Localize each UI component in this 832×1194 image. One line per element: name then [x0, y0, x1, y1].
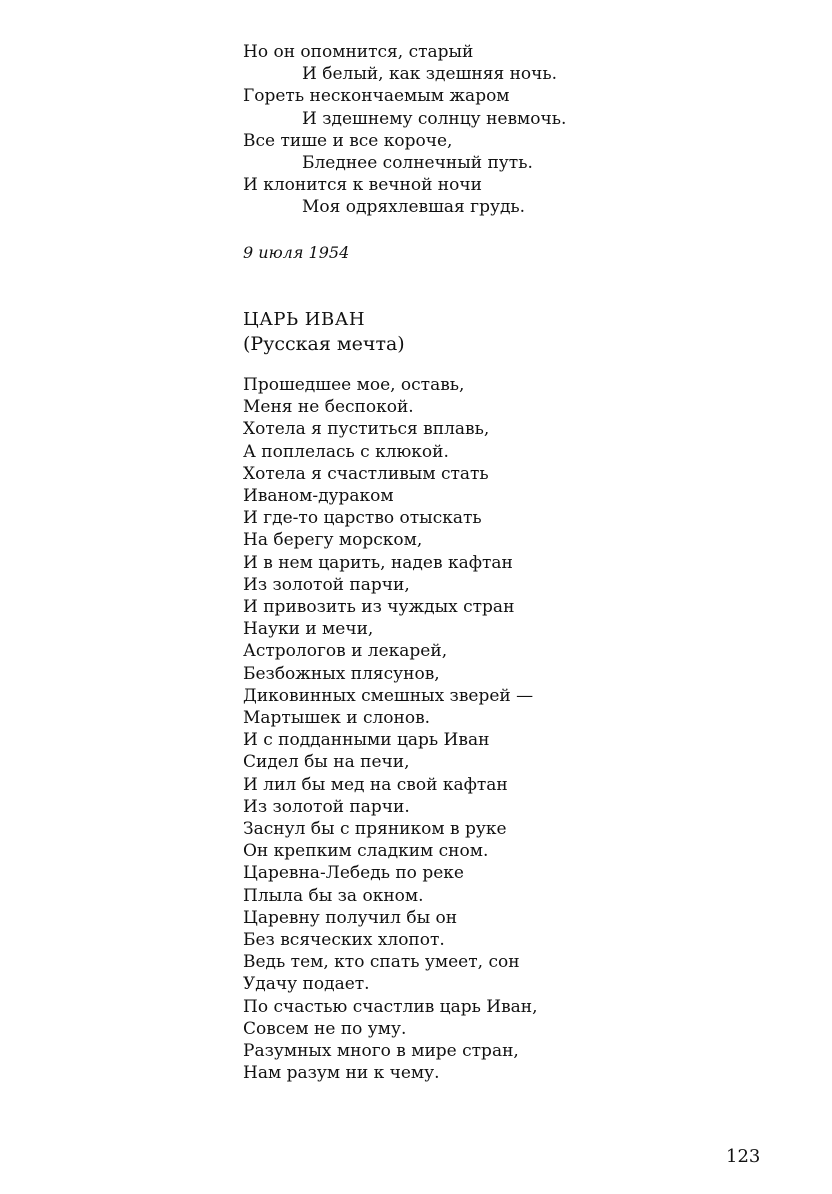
poem-line: И с подданными царь Иван — [243, 730, 490, 751]
poem-line: Бледнее солнечный путь. — [302, 153, 533, 174]
poem-line: Царевну получил бы он — [243, 907, 458, 928]
poem-line: Моя одряхлевшая грудь. — [302, 197, 526, 218]
poem-fragment — [243, 41, 763, 219]
poem-line: Сидел бы на печи, — [243, 752, 410, 773]
poem-line: Астрологов и лекарей, — [243, 641, 448, 662]
poem-line: По счастью счастлив царь Иван, — [243, 996, 538, 1017]
poem-line: И привозить из чуждых стран — [243, 597, 515, 618]
poem-line: Прошедшее мое, оставь, — [243, 375, 465, 395]
poem-line: Он крепким сладким сном. — [243, 841, 489, 862]
poem-line: Без всяческих хлопот. — [243, 930, 445, 951]
poem-line: И в нем царить, надев кафтан — [243, 552, 513, 573]
poem-line: Плыла бы за окном. — [243, 885, 424, 906]
poem-heading — [243, 308, 405, 356]
poem-line: Безбожных плясунов, — [243, 663, 440, 684]
poem-line: Меня не беспокой. — [243, 397, 414, 418]
poem-line: И белый, как здешняя ночь. — [302, 64, 558, 85]
poem-line: Ведь тем, кто спать умеет, сон — [243, 952, 520, 973]
poem-line: Гореть нескончаемым жаром — [243, 86, 510, 107]
page-number: 123 — [726, 1146, 761, 1167]
poem-line: И где-то царство отыскать — [243, 508, 482, 529]
poem-subtitle: (Русская мечта) — [243, 333, 405, 355]
poem-line: Из золотой парчи, — [243, 574, 410, 595]
poem-line: Царевна-Лебедь по реке — [243, 863, 464, 884]
poem-title: ЦАРЬ ИВАН — [243, 309, 366, 330]
poem-line: Иваном-дураком — [243, 486, 394, 507]
poem-line: А поплелась с клюкой. — [243, 441, 449, 462]
poem-line: Разумных много в мире стран, — [243, 1041, 519, 1062]
poem-line: На берегу морском, — [243, 530, 423, 551]
poem-line: Диковинных смешных зверей — — [243, 685, 534, 706]
poem-line: Заснул бы с пряником в руке — [243, 819, 507, 840]
poem-line: Все тише и все короче, — [243, 130, 453, 151]
poem-line: Нам разум ни к чему. — [243, 1063, 440, 1084]
poem-line: Удачу подает. — [243, 974, 370, 995]
poem-date: 9 июля 1954 — [243, 243, 350, 262]
poem-line: Совсем не по уму. — [243, 1018, 407, 1039]
poem-line: Науки и мечи, — [243, 619, 374, 640]
poem-line: Мартышек и слонов. — [243, 708, 431, 729]
poem-line: Из золотой парчи. — [243, 796, 410, 817]
poem-body — [243, 374, 763, 1085]
poem-line: Но он опомнится, старый — [243, 42, 474, 62]
poem-line: Хотела я счастливым стать — [243, 463, 489, 484]
poem-line: Хотела я пуститься вплавь, — [243, 419, 490, 440]
poem-line: И здешнему солнцу невмочь. — [302, 108, 567, 129]
poem-line: И лил бы мед на свой кафтан — [243, 774, 508, 795]
poem-line: И клонится к вечной ночи — [243, 175, 482, 196]
